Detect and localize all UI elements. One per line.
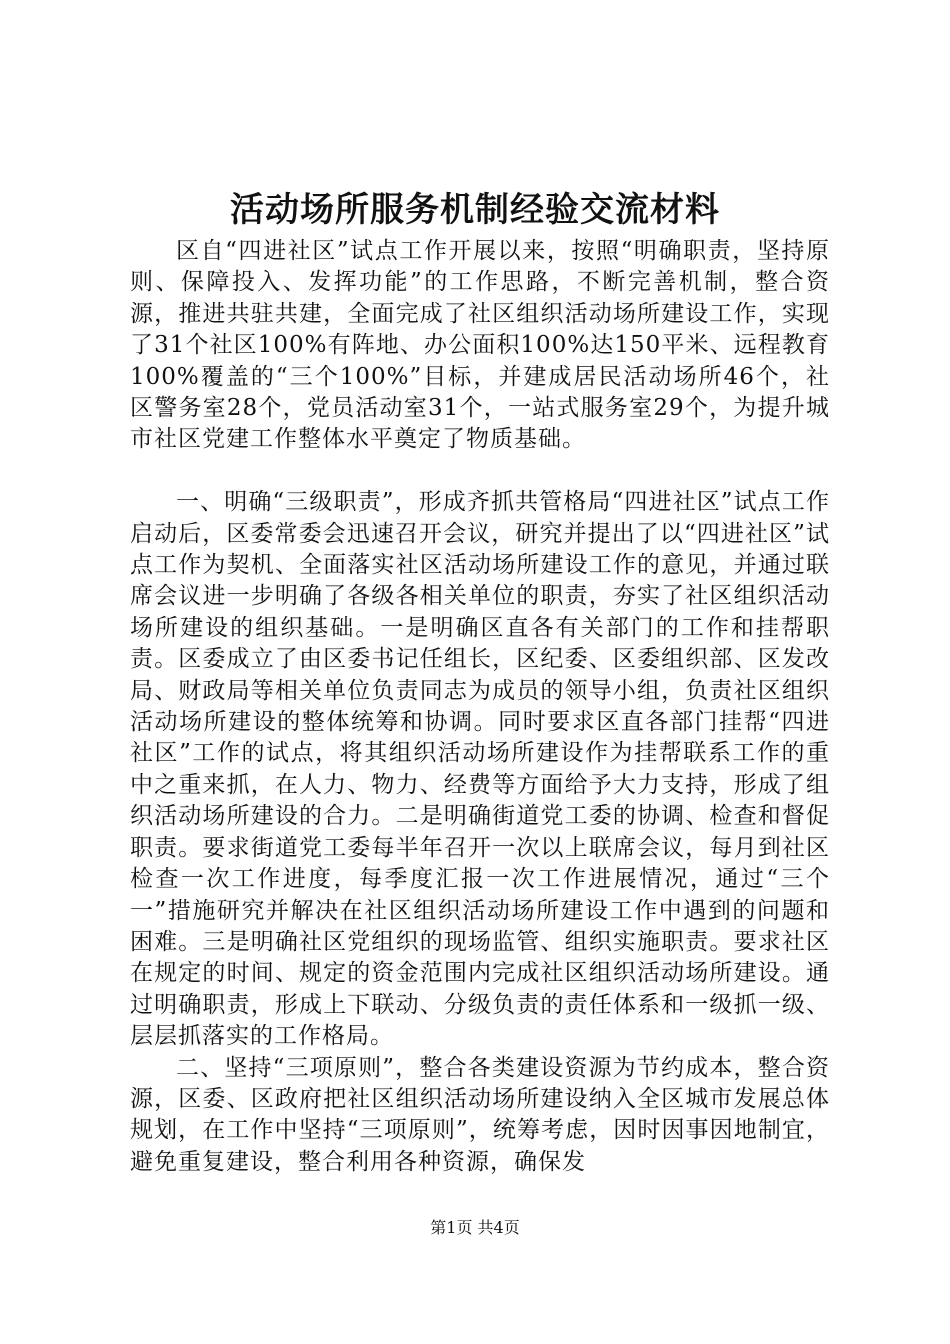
document-title: 活动场所服务机制经验交流材料 [230, 190, 720, 230]
paragraph-section-one: 一、明确“三级职责”，形成齐抓共管格局“四进社区”试点工作启动后，区委常委会迅速召开会议，研究并提出了以“四进社区”试点工作为契机、全面落实社区活动场所建设工作的意见，并通过联席会议进一步明确了各级各相关单位的职责，夯实了社区组织活动场所建设的组织基础。一是明确区直各有关部门的工作和挂帮职责。区委成立了由区委书记任组长，区纪委、区委组织部、区发改局、财政局等相关单位负责同志为成员的领导小组，负责社区组织活动场所建设的整体统筹和协调。同时要求区直各部门挂帮“四进社区”工作的试点，将其组织活动场所建设作为挂帮联系工作的重中之重来抓，在人力、物力、经费等方面给予大力支持，形成了组织活动场所建设的合力。二是明确街道党工委的协调、检查和督促职责。要求街道党工委每半年召开一次以上联席会议，每月到社区检查一次工作进度，每季度汇报一次工作进展情况，通过“三个一”措施研究并解决在社区组织活动场所建设工作中遇到的问题和困难。三是明确社区党组织的现场监管、组织实施职责。要求社区在规定的时间、规定的资金范围内完成社区组织活动场所建设。通过明确职责，形成上下联动、分级负责的责任体系和一级抓一级、层层抓落实的工作格局。 [130, 489, 830, 1050]
document-body [130, 236, 830, 1178]
paragraph-intro: 区自“四进社区”试点工作开展以来，按照“明确职责，坚持原则、保障投入、发挥功能”的工作思路，不断完善机制，整合资源，推进共驻共建，全面完成了社区组织活动场所建设工作，实现了31个社区100%有阵地、办公面积100%达150平米、远程教育100%覆盖的“三个100%”目标，并建成居民活动场所46个，社区警务室28个，党员活动室31个，一站式服务室29个，为提升城市社区党建工作整体水平奠定了物质基础。 [130, 238, 830, 453]
paragraph-section-two: 二、坚持“三项原则”，整合各类建设资源为节约成本，整合资源，区委、区政府把社区组织活动场所建设纳入全区城市发展总体规划，在工作中坚持“三项原则”，统筹考虑，因时因事因地制宜，避免重复建设，整合利用各种资源，确保发 [130, 1054, 830, 1175]
page-footer: 第1页 共4页 [430, 1218, 520, 1237]
